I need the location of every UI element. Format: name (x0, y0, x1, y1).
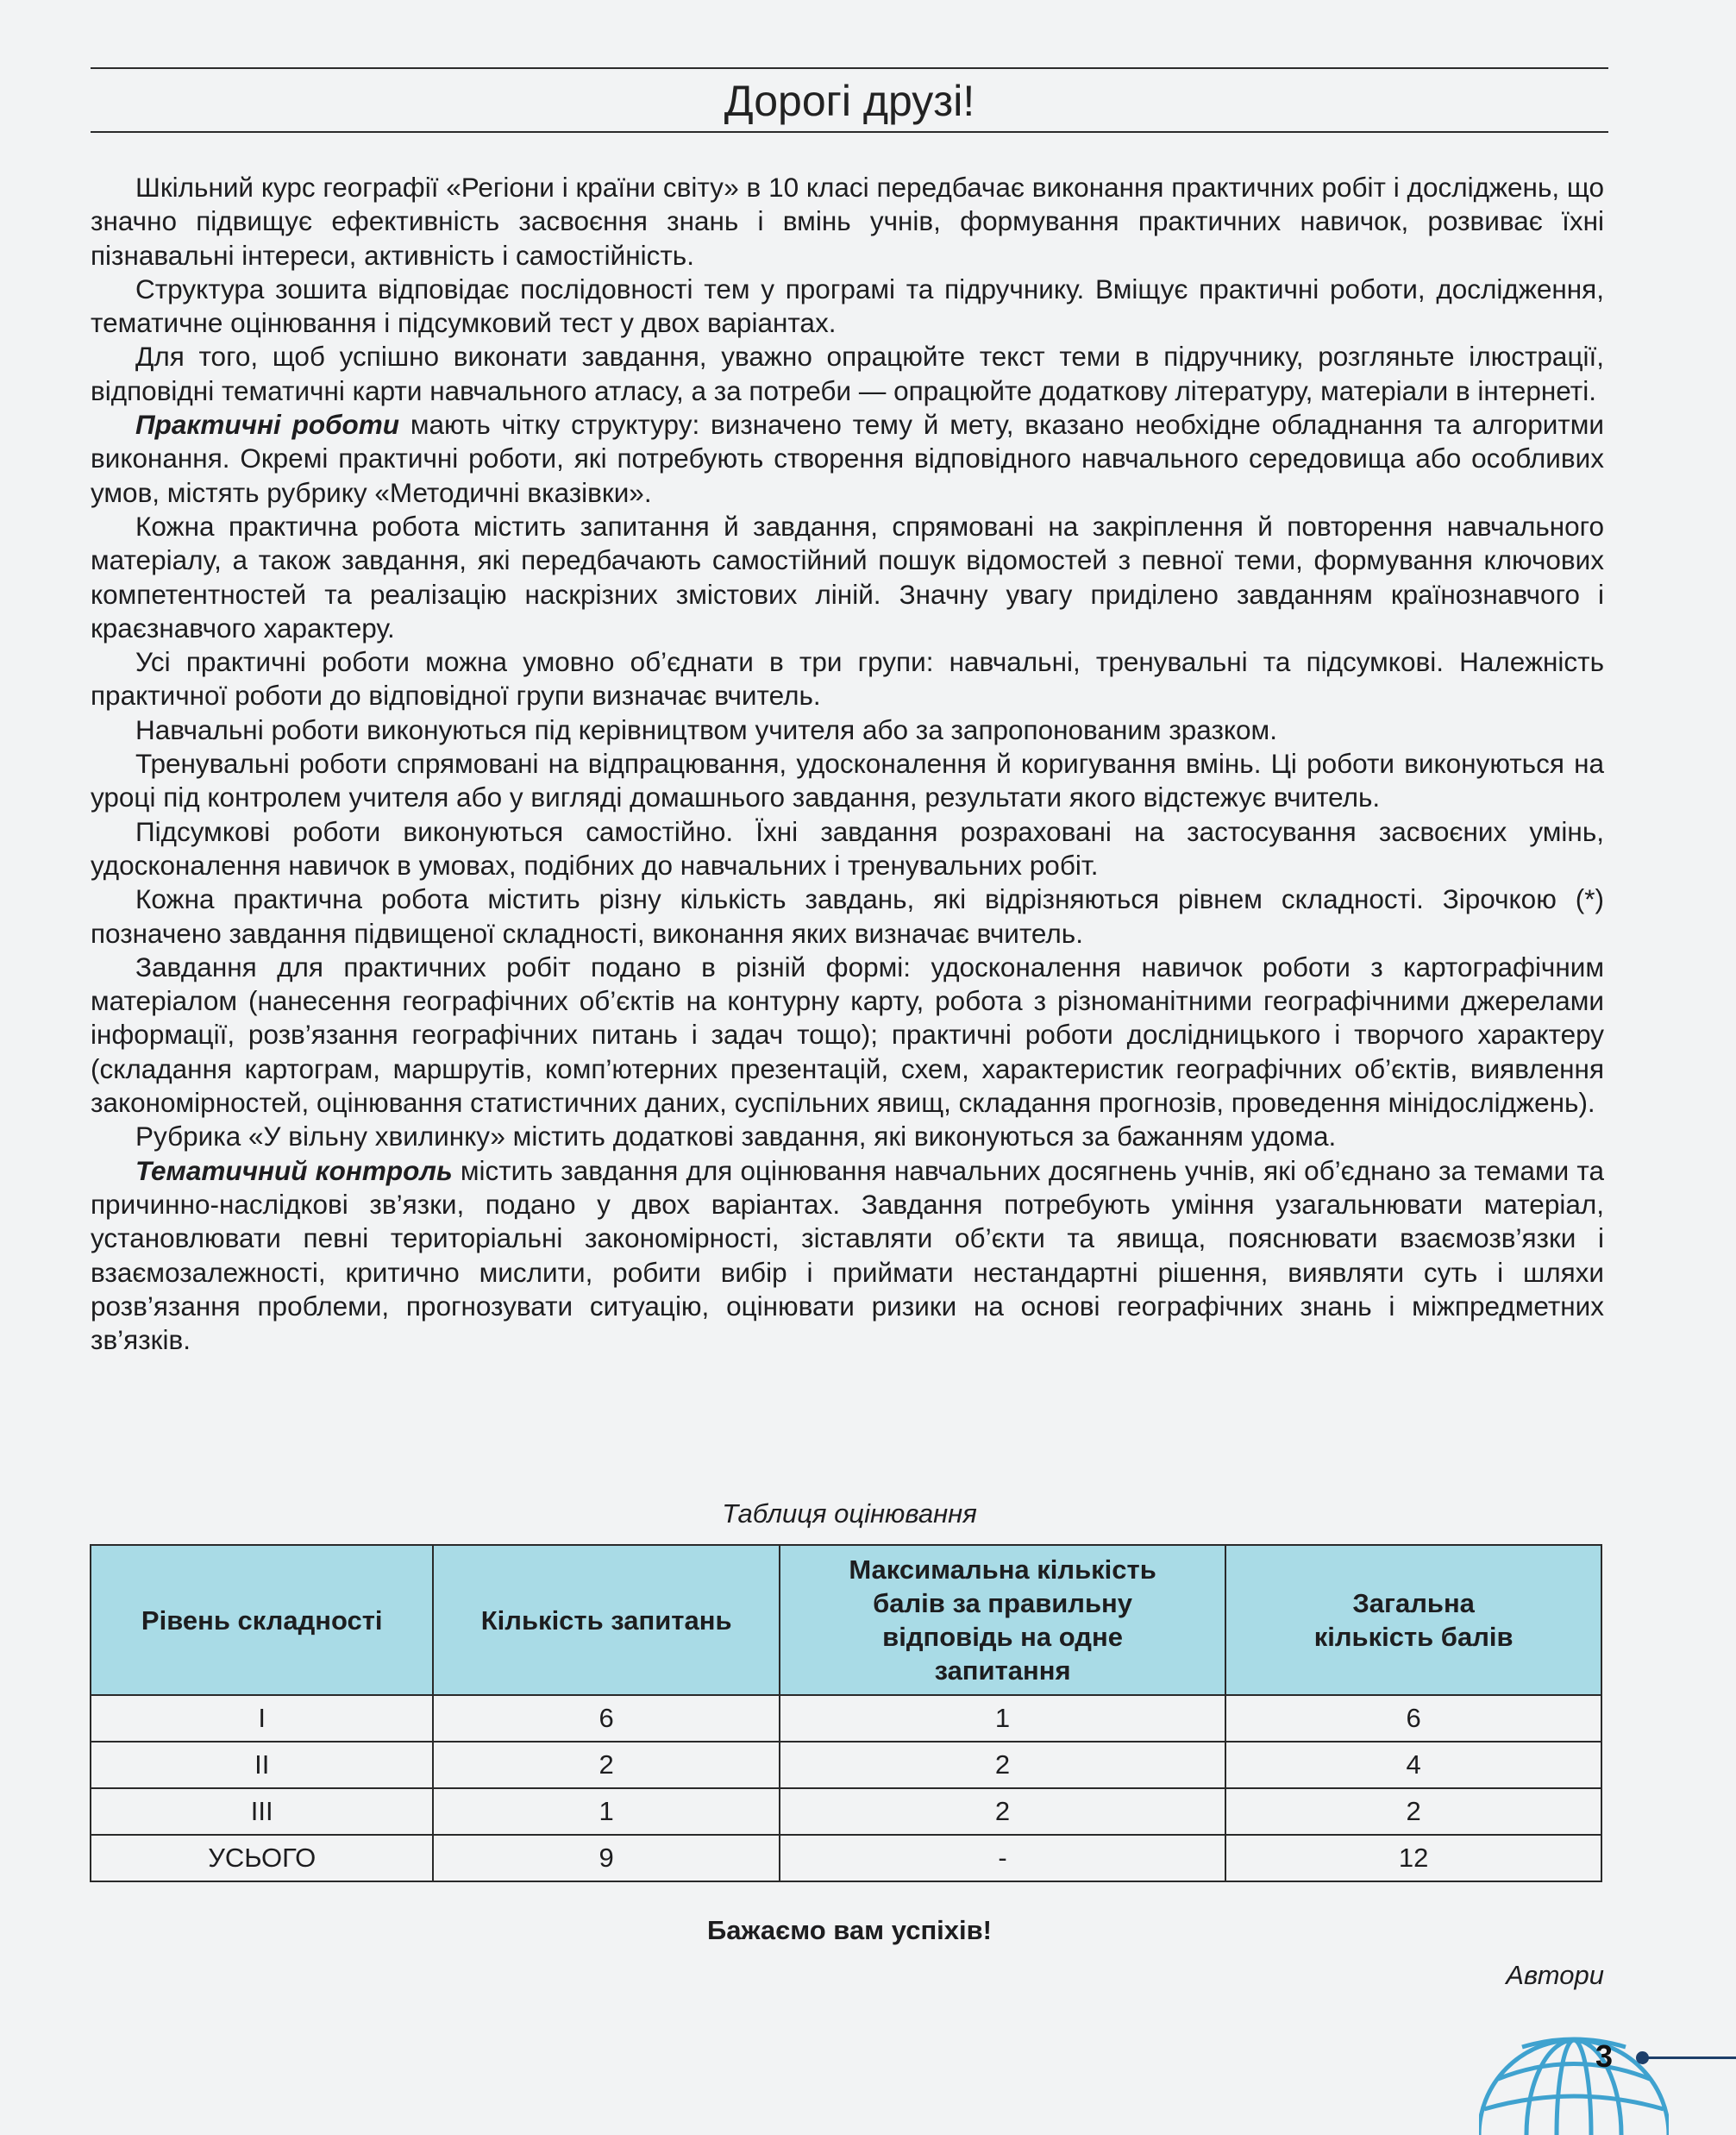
table-row (91, 1788, 1601, 1835)
table-cell: 4 (1225, 1742, 1601, 1788)
table-header-cell: Рівень складності (91, 1545, 433, 1695)
closing-wish: Бажаємо вам успіхів! (706, 1915, 993, 1945)
table-cell: 9 (433, 1835, 779, 1881)
paragraph: Тренувальні роботи спрямовані на відпрацювання, удосконалення й коригування вмінь. Ці роботи виконуються на уроці під контролем учителя або у вигляді домашнього завдання, результати якого відстежує вчитель. (91, 748, 1604, 813)
page-title: Дорогі друзі! (724, 77, 975, 125)
paragraph: Практичні роботи мають чітку структуру: визначено тему й мету, вказано необхідне обладнання та алгоритми виконання. Окремі практичні роботи, які потребують створення відповідного навчального середовища або особливих умов, містять рубрику «Методичні вказівки». (91, 409, 1604, 508)
table-cell: 12 (1225, 1835, 1601, 1881)
paragraph: Кожна практична робота містить запитання й завдання, спрямовані на закріплення й повторення навчального матеріалу, а також завдання, які передбачають самостійний пошук відомостей з певної теми, формування ключових компетентностей та реалізацію наскрізних змістових ліній. Значну увагу приділено завданням країнознавчого і краєзнавчого характеру. (91, 510, 1604, 644)
table-caption: Таблиця оцінювання (722, 1498, 977, 1529)
table-cell: 2 (780, 1788, 1225, 1835)
intro-text (91, 171, 1604, 1357)
table-cell: 6 (1225, 1695, 1601, 1742)
globe-icon (1479, 2014, 1669, 2135)
paragraph: Тематичний контроль містить завдання для оцінювання навчальних досягнень учнів, які об’єднано за темами та причинно-наслідкові зв’язки, подано у двох варіантах. Завдання потребують уміння узагальнювати матеріал, установлювати певні територіальні закономірності, зіставляти об’єкти та явища, пояснювати взаємозв’язки і взаємозалежності, критично мислити, робити вибір і приймати нестандартні рішення, виявляти суть і шляхи розв’язання проблеми, прогнозувати ситуацію, оцінювати ризики на основі географічних знань і міжпредметних зв’язків. (91, 1154, 1604, 1356)
paragraph: Підсумкові роботи виконуються самостійно. Їхні завдання розраховані на застосування засвоєних умінь, удосконалення навичок в умовах, подібних до навчальних і тренувальних робіт. (91, 815, 1604, 881)
table-cell: I (91, 1695, 433, 1742)
table-header-cell: Кількість запитань (433, 1545, 779, 1695)
section-lead: Тематичний контроль (135, 1154, 453, 1186)
table-cell: 1 (433, 1788, 779, 1835)
table-cell: 2 (1225, 1788, 1601, 1835)
table-cell: II (91, 1742, 433, 1788)
table-row (91, 1742, 1601, 1788)
paragraph: Для того, щоб успішно виконати завдання, уважно опрацюйте текст теми в підручнику, розгляньте ілюстрації, відповідні тематичні карти навчального атласу, а за потреби — опрацюйте додаткову літературу, матеріали в інтернеті. (91, 341, 1604, 406)
paragraph: Навчальні роботи виконуються під керівництвом учителя або за запропонованим зразком. (135, 713, 1277, 745)
table-cell: III (91, 1788, 433, 1835)
table-cell: - (780, 1835, 1225, 1881)
page-number: 3 (1595, 2038, 1614, 2074)
paragraph: Структура зошита відповідає послідовності тем у програмі та підручнику. Вміщує практичні роботи, дослідження, тематичне оцінювання і підсумковий тест у двох варіантах. (91, 273, 1604, 339)
table-header-cell: Максимальна кількість балів за правильну відповідь на одне запитання (780, 1545, 1225, 1695)
table-cell: 2 (433, 1742, 779, 1788)
table-cell: 1 (780, 1695, 1225, 1742)
table-total-row (91, 1835, 1601, 1881)
paragraph: Усі практичні роботи можна умовно об’єднати в три групи: навчальні, тренувальні та підсумкові. Належність практичної роботи до відповідної групи визначає вчитель. (91, 646, 1604, 712)
scoring-table (90, 1544, 1602, 1882)
top-rule (91, 67, 1608, 69)
section-lead: Практичні роботи (135, 409, 400, 441)
table-header-cell: Загальна кількість балів (1225, 1545, 1601, 1695)
table-cell: 2 (780, 1742, 1225, 1788)
page-number-line (1643, 2057, 1736, 2059)
paragraph: Шкільний курс географії «Регіони і країни світу» в 10 класі передбачає виконання практичних робіт і досліджень, що значно підвищує ефективність засвоєння знань і вмінь учнів, формування практичних навичок, розвиває їхні пізнавальні інтереси, активність і самостійність. (91, 172, 1604, 271)
authors-signature: Автори (1506, 1960, 1604, 1990)
paragraph: Рубрика «У вільну хвилинку» містить додаткові завдання, які виконуються за бажанням удома. (135, 1121, 1337, 1152)
page-number-dot (1636, 2051, 1649, 2064)
paragraph: Завдання для практичних робіт подано в різній формі: удосконалення навичок роботи з картографічним матеріалом (нанесення географічних об’єктів на контурну карту, робота з різноманітними географічними джерелами інформації, розв’язання географічних питань і задач тощо); практичні роботи дослідницького і творчого характеру (складання картограм, маршрутів, комп’ютерних презентацій, схем, характеристик географічних об’єктів, виявлення закономірностей, оцінювання статистичних даних, суспільних явищ, складання прогнозів, проведення мінідосліджень). (91, 951, 1604, 1119)
table-header-row (91, 1545, 1601, 1695)
title-underline (91, 131, 1608, 133)
table-cell: 6 (433, 1695, 779, 1742)
table-cell: УСЬОГО (91, 1835, 433, 1881)
paragraph: Кожна практична робота містить різну кількість завдань, які відрізняються рівнем складності. Зірочкою (*) позначено завдання підвищеної складності, виконання яких визначає вчитель. (91, 883, 1604, 949)
table-row (91, 1695, 1601, 1742)
